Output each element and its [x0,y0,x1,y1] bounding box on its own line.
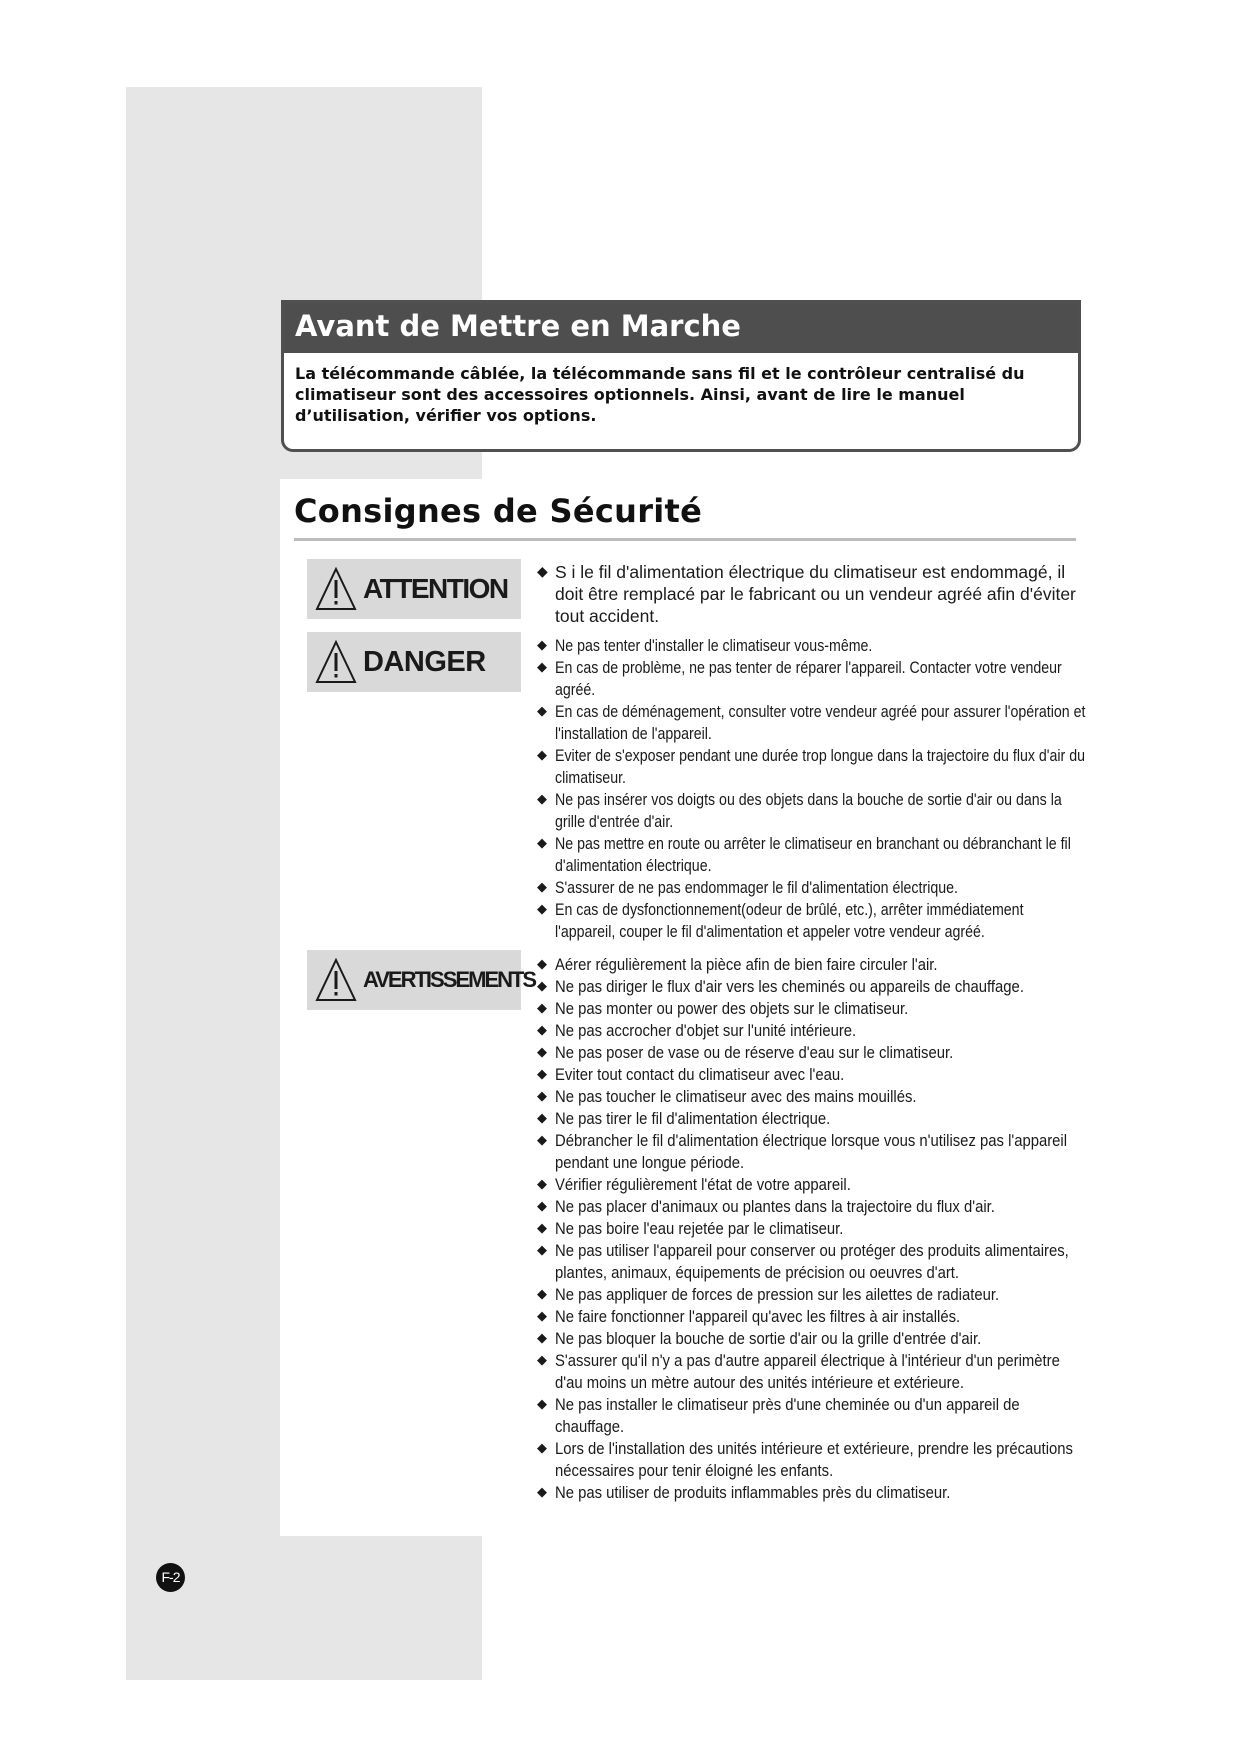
list-item: ◆ Eviter tout contact du climatiseur avec l'eau. [537,1064,1087,1086]
warning-triangle-icon [315,567,357,611]
list-item: ◆ Ne pas utiliser de produits inflammables près du climatiseur. [537,1482,1087,1504]
list-item: ◆ Aérer régulièrement la pièce afin de bien faire circuler l'air. [537,954,1087,976]
list-item: ◆ Ne pas installer le climatiseur près d'une cheminée ou d'un appareil de chauffage. [537,1394,1087,1438]
warnings-label: AVERTISSEMENTS [363,967,536,992]
list-item: ◆ Ne pas tirer le fil d'alimentation électrique. [537,1108,1087,1130]
list-item: ◆ Ne pas insérer vos doigts ou des objets dans la bouche de sortie d'air ou dans la grille d'entrée d'air. [537,789,1087,833]
list-item: ◆ Ne pas toucher le climatiseur avec des mains mouillés. [537,1086,1087,1108]
list-item: ◆ Vérifier régulièrement l'état de votre appareil. [537,1174,1087,1196]
attention-badge [307,559,521,619]
danger-badge [307,632,521,692]
list-item: ◆ Ne pas diriger le flux d'air vers les cheminés ou appareils de chauffage. [537,976,1087,998]
list-item: ◆ Ne pas tenter d'installer le climatiseur vous-même. [537,635,1087,657]
attention-label: ATTENTION [363,573,508,604]
list-item: ◆ Ne pas bloquer la bouche de sortie d'air ou la grille d'entrée d'air. [537,1328,1087,1350]
warning-triangle-icon [315,640,357,684]
warnings-list [537,954,1087,1504]
list-item: ◆ En cas de déménagement, consulter votre vendeur agréé pour assurer l'opération et l'installation de l'appareil. [537,701,1087,745]
page-number: F-2 [156,1563,185,1592]
list-item: ◆ Ne pas mettre en route ou arrêter le climatiseur en branchant ou débranchant le fil d'alimentation électrique. [537,833,1087,877]
list-item: ◆ S'assurer de ne pas endommager le fil d'alimentation électrique. [537,877,1087,899]
list-item: ◆ En cas de problème, ne pas tenter de réparer l'appareil. Contacter votre vendeur agréé. [537,657,1087,701]
list-item: ◆ Ne pas boire l'eau rejetée par le climatiseur. [537,1218,1087,1240]
list-item: ◆ S'assurer qu'il n'y a pas d'autre appareil électrique à l'intérieur d'un perimètre d'au moins un mètre autour des unités intérieure et extérieure. [537,1350,1087,1394]
list-item: ◆ Ne pas poser de vase ou de réserve d'eau sur le climatiseur. [537,1042,1087,1064]
list-item: ◆ Ne pas accrocher d'objet sur l'unité intérieure. [537,1020,1087,1042]
danger-list [537,635,1087,943]
list-item: ◆ Lors de l'installation des unités intérieure et extérieure, prendre les précautions nécessaires pour tenir éloigné les enfants. [537,1438,1087,1482]
list-item: ◆ Ne faire fonctionner l'appareil qu'avec les filtres à air installés. [537,1306,1087,1328]
list-item: ◆ Ne pas placer d'animaux ou plantes dans la trajectoire du flux d'air. [537,1196,1087,1218]
warnings-badge [307,950,536,1010]
list-item: ◆ Débrancher le fil d'alimentation électrique lorsque vous n'utilisez pas l'appareil pendant une longue période. [537,1130,1087,1174]
list-item: ◆ Ne pas utiliser l'appareil pour conserver ou protéger des produits alimentaires, plantes, animaux, équipements de précision ou oeuvres d'art. [537,1240,1087,1284]
intro-text: La télécommande câblée, la télécommande sans fil et le contrôleur centralisé du climatiseur sont des accessoires optionnels. Ainsi, avant de lire le manuel d’utilisation, vérifier vos options. [295,364,1025,425]
list-item: ◆ Eviter de s'exposer pendant une durée trop longue dans la trajectoire du flux d'air du climatiseur. [537,745,1087,789]
warning-triangle-icon [315,958,357,1002]
list-item: ◆ Ne pas appliquer de forces de pression sur les ailettes de radiateur. [537,1284,1087,1306]
danger-label: DANGER [363,645,486,678]
list-item: ◆ Ne pas monter ou power des objets sur le climatiseur. [537,998,1087,1020]
section-divider [294,538,1076,541]
attention-list [537,561,1087,627]
intro-title: Avant de Mettre en Marche [284,303,1078,353]
section-title: Consignes de Sécurité [294,492,703,530]
intro-box [281,300,1081,452]
list-item: ◆ S i le fil d'alimentation électrique du climatiseur est endommagé, il doit être remplacé par le fabricant ou un vendeur agréé afin d'éviter tout accident. [537,561,1087,627]
list-item: ◆ En cas de dysfonctionnement(odeur de brûlé, etc.), arrêter immédiatement l'appareil, couper le fil d'alimentation et appeler votre vendeur agréé. [537,899,1087,943]
